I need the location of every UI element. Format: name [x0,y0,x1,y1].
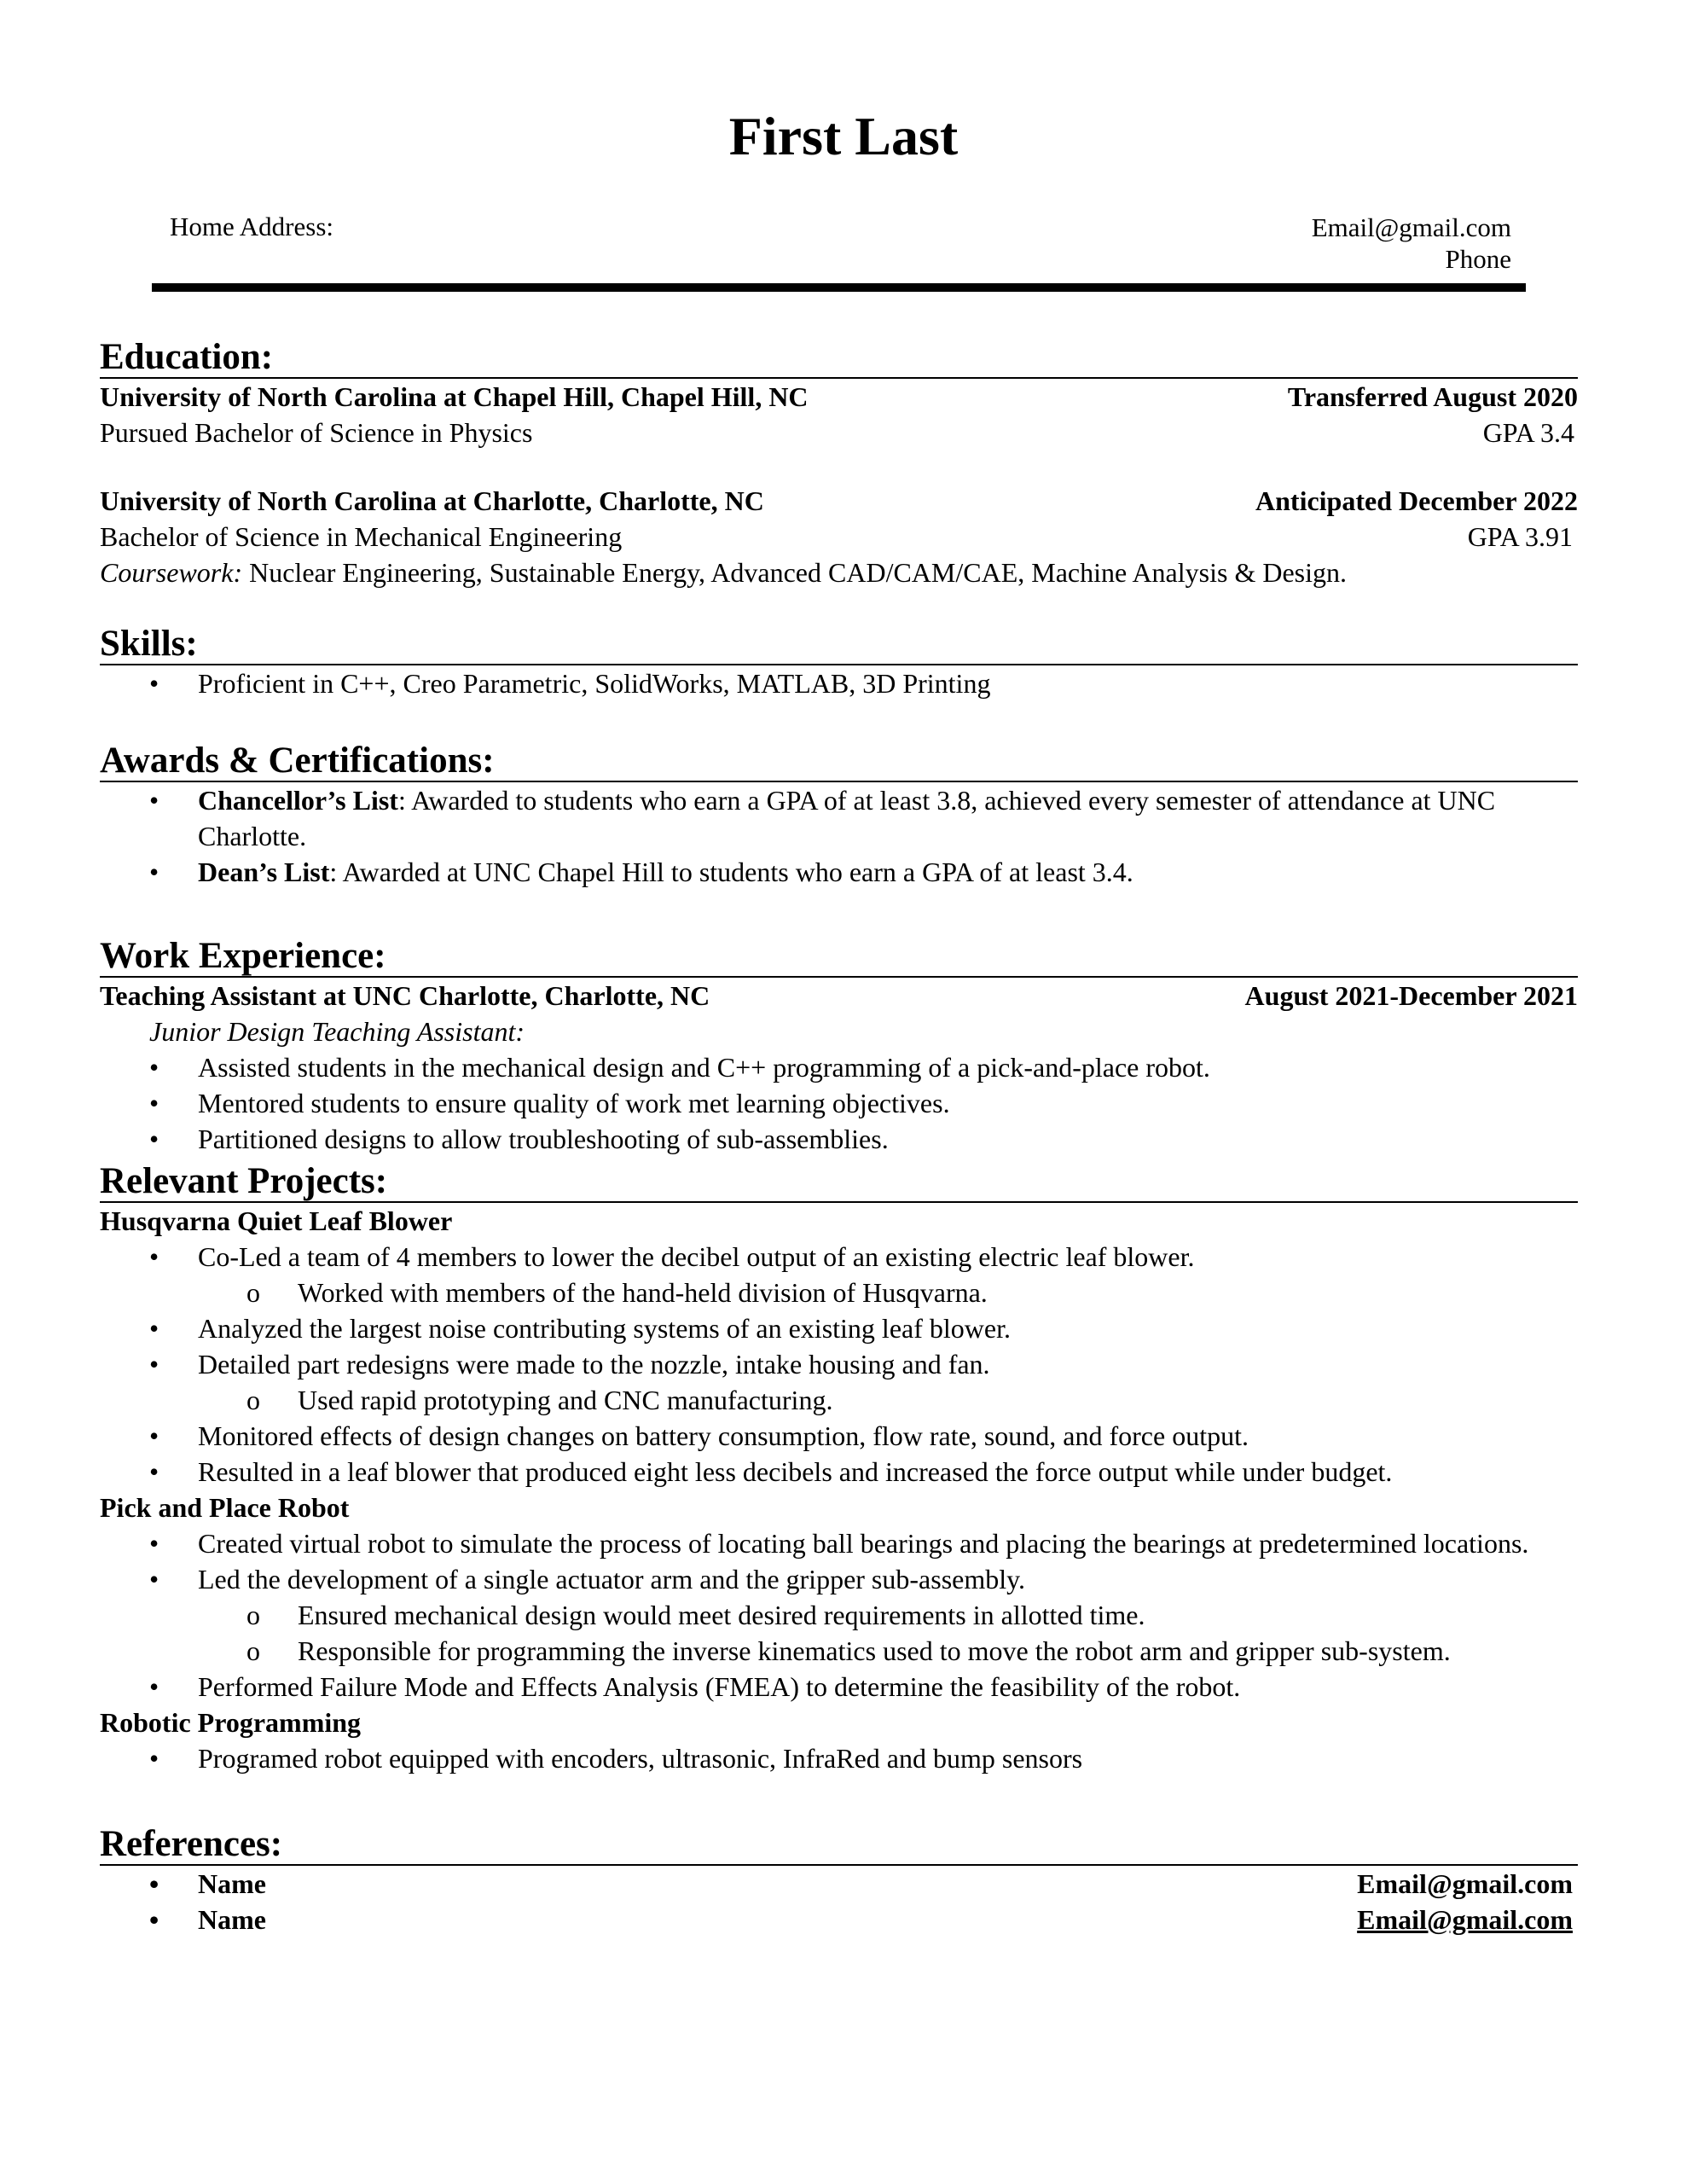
work-heading: Work Experience: [100,937,1578,978]
reference-email[interactable]: Email@gmail.com [1357,1868,1573,1899]
award-text: : Awarded to students who earn a GPA of at least 3.8, achieved every semester of attendance at UNC Charlotte. [198,785,1496,851]
reference-name: Name [198,1868,266,1899]
coursework-list: Nuclear Engineering, Sustainable Energy, Advanced CAD/CAM/CAE, Machine Analysis & Design. [242,557,1347,588]
school-name: University of North Carolina at Charlotte, Charlotte, NC [100,485,764,516]
award-item [100,782,1578,854]
project-bullet: • Resulted in a leaf blower that produced eight less decibels and increased the force output while under budget. [100,1454,1578,1490]
reference-email-link[interactable]: Email@gmail.com [1357,1904,1573,1935]
project-subbullet: o Used rapid prototyping and CNC manufacturing. [100,1382,1578,1418]
job-bullet: • Partitioned designs to allow troubleshooting of sub-assemblies. [100,1121,1578,1157]
project-subbullet: o Ensured mechanical design would meet desired requirements in allotted time. [100,1597,1578,1633]
project-bullet: • Programed robot equipped with encoders, ultrasonic, InfraRed and bump sensors [100,1740,1578,1776]
award-name: Chancellor’s List [198,785,398,816]
award-name: Dean’s List [198,857,330,887]
project-subbullet: o Worked with members of the hand-held division of Husqvarna. [100,1275,1578,1310]
contact-info [1312,212,1511,275]
skill-item: • Proficient in C++, Creo Parametric, SolidWorks, MATLAB, 3D Printing [100,665,1578,701]
contact-email[interactable]: Email@gmail.com [1311,212,1511,242]
coursework-row [100,555,1578,590]
education-section [100,338,1578,590]
projects-heading: Relevant Projects: [100,1162,1578,1203]
school-row [100,379,1578,415]
project-bullet: • Led the development of a single actuator arm and the gripper sub-assembly. [100,1561,1578,1597]
project-name: Husqvarna Quiet Leaf Blower [100,1205,453,1236]
degree: Bachelor of Science in Mechanical Engineering [100,521,623,552]
school-date: Anticipated December 2022 [1255,485,1578,516]
home-address-label: Home Address: [170,212,334,241]
reference-item [100,1866,1578,1902]
candidate-name: First Last [728,106,959,166]
project-bullet: • Monitored effects of design changes on battery consumption, flow rate, sound, and force output. [100,1418,1578,1454]
job-title: Teaching Assistant at UNC Charlotte, Charlotte, NC [100,980,710,1011]
degree: Pursued Bachelor of Science in Physics [100,417,533,448]
reference-item [100,1902,1578,1937]
education-heading: Education: [100,338,1578,379]
degree-row [100,415,1578,450]
skills-heading: Skills: [100,624,1578,665]
school-name: University of North Carolina at Chapel Hill, Chapel Hill, NC [100,381,809,412]
degree-row [100,519,1578,555]
gpa: GPA 3.91 [1467,521,1573,552]
project-subbullet: o Responsible for programming the inverse kinematics used to move the robot arm and gripper sub-system. [100,1633,1578,1669]
job-role: Junior Design Teaching Assistant: [149,1016,525,1047]
project-bullet: • Analyzed the largest noise contributing systems of an existing leaf blower. [100,1310,1578,1346]
project-bullet: • Performed Failure Mode and Effects Analysis (FMEA) to determine the feasibility of the robot. [100,1669,1578,1705]
awards-heading: Awards & Certifications: [100,741,1578,782]
skills-section [100,624,1578,701]
job-bullet: • Mentored students to ensure quality of work met learning objectives. [100,1085,1578,1121]
references-heading: References: [100,1825,1578,1866]
job-row [100,978,1578,1014]
work-section [100,937,1578,1157]
projects-section [100,1162,1578,1776]
award-item [100,854,1578,890]
awards-section [100,741,1578,890]
job-bullet: • Assisted students in the mechanical design and C++ programming of a pick-and-place robot. [100,1049,1578,1085]
school-row [100,483,1578,519]
award-text: : Awarded at UNC Chapel Hill to students who earn a GPA of at least 3.4. [329,857,1133,887]
contact-phone: Phone [1445,244,1511,274]
school-date: Transferred August 2020 [1287,381,1578,412]
references-section [100,1825,1578,1937]
coursework-label: Coursework: [100,557,243,588]
project-bullet: • Co-Led a team of 4 members to lower the decibel output of an existing electric leaf blower. [100,1239,1578,1275]
gpa: GPA 3.4 [1482,417,1574,448]
project-bullet: • Detailed part redesigns were made to the nozzle, intake housing and fan. [100,1346,1578,1382]
project-bullet: • Created virtual robot to simulate the process of locating ball bearings and placing the bearings at predetermined locations. [100,1525,1578,1561]
project-name: Robotic Programming [100,1707,362,1738]
reference-name: Name [198,1904,266,1935]
job-date: August 2021-December 2021 [1244,980,1578,1011]
header-divider [152,283,1526,292]
project-name: Pick and Place Robot [100,1492,350,1523]
